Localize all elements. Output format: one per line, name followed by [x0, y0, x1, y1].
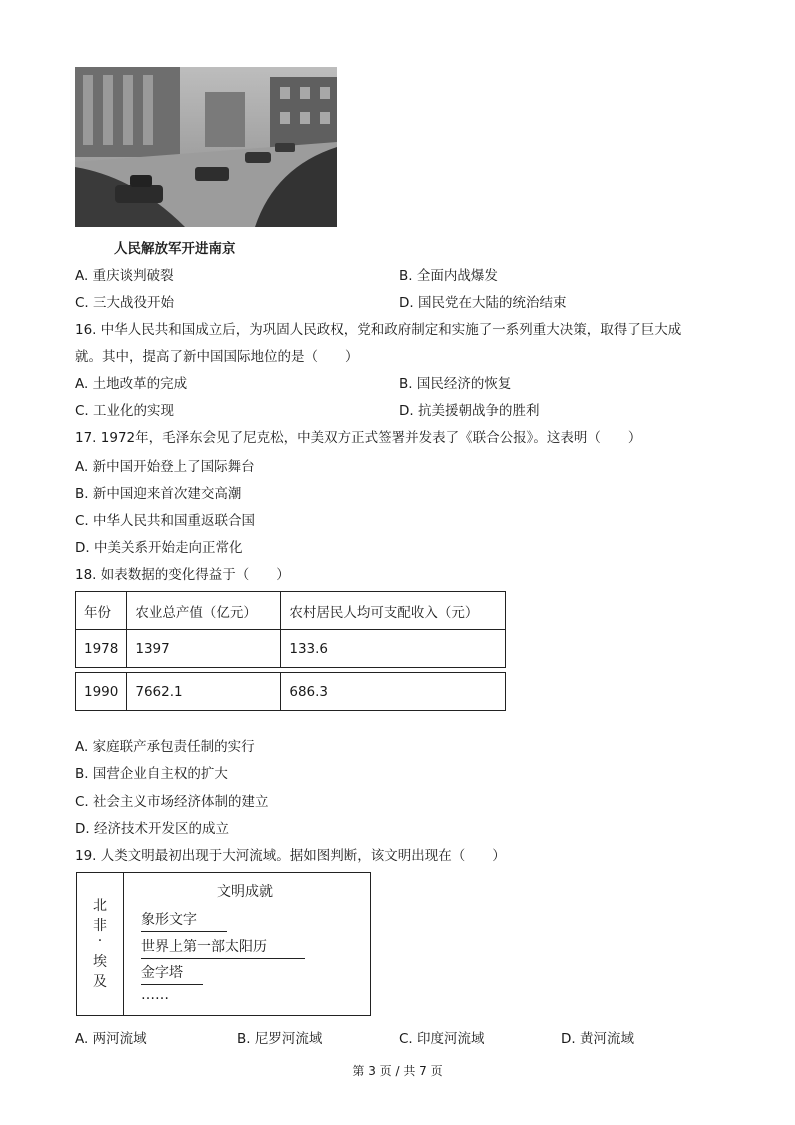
table-header-cell: 农业总产值（亿元） [127, 592, 281, 630]
q16-stem-line2: 就。其中，提高了新中国国际地位的是（ ） [75, 349, 359, 365]
q17-option-a[interactable]: A. 新中国开始登上了国际舞台 [75, 459, 255, 475]
region-column [77, 873, 124, 1015]
achievements-title: 文明成就 [217, 884, 273, 900]
table-cell: 1990 [76, 673, 127, 711]
q17-option-c[interactable]: C. 中华人民共和国重返联合国 [75, 513, 256, 529]
page-footer: 第 3 页 / 共 7 页 [352, 1064, 443, 1078]
q17-stem: 17. 1972年，毛泽东会见了尼克松，中美双方正式签署并发表了《联合公报》。这表明（ ） [75, 430, 642, 446]
table-cell: 686.3 [281, 673, 506, 711]
achievement-ellipsis: …… [141, 987, 169, 1003]
q18-table-bottom [75, 672, 506, 711]
q17-option-d[interactable]: D. 中美关系开始走向正常化 [75, 540, 243, 556]
region-char: · [97, 933, 103, 949]
q16-option-a[interactable]: A. 土地改革的完成 [75, 376, 188, 392]
q19-option-c[interactable]: C. 印度河流域 [399, 1031, 485, 1047]
q18-option-d[interactable]: D. 经济技术开发区的成立 [75, 821, 229, 837]
table-cell: 7662.1 [127, 673, 281, 711]
q18-table-top [75, 591, 506, 668]
table-row [76, 630, 506, 668]
region-char: 北 [93, 898, 107, 914]
q18-option-b[interactable]: B. 国营企业自主权的扩大 [75, 766, 228, 782]
table-header-row [76, 592, 506, 630]
q19-option-b[interactable]: B. 尼罗河流域 [237, 1031, 323, 1047]
table-cell: 1397 [127, 630, 281, 668]
q15-option-c[interactable]: C. 三大战役开始 [75, 295, 175, 311]
nanjing-photo [75, 67, 337, 227]
region-char: 埃 [93, 954, 107, 970]
q19-stem: 19. 人类文明最初出现于大河流域。据如图判断，该文明出现在（ ） [75, 848, 506, 864]
q15-option-a[interactable]: A. 重庆谈判破裂 [75, 268, 174, 284]
table-cell: 1978 [76, 630, 127, 668]
civilization-box [76, 872, 371, 1016]
achievement-item: 金字塔 [141, 962, 203, 985]
region-char: 非 [93, 918, 107, 934]
table-cell: 133.6 [281, 630, 506, 668]
q16-option-d[interactable]: D. 抗美援朝战争的胜利 [399, 403, 540, 419]
q18-option-a[interactable]: A. 家庭联产承包责任制的实行 [75, 739, 255, 755]
q17-option-b[interactable]: B. 新中国迎来首次建交高潮 [75, 486, 242, 502]
q15-option-b[interactable]: B. 全面内战爆发 [399, 268, 498, 284]
q19-option-d[interactable]: D. 黄河流域 [561, 1031, 634, 1047]
photo-caption: 人民解放军开进南京 [114, 241, 236, 257]
achievement-item: 世界上第一部太阳历 [141, 936, 305, 959]
table-row [76, 673, 506, 711]
table-header-cell: 农村居民人均可支配收入（元） [281, 592, 506, 630]
table-header-cell: 年份 [76, 592, 127, 630]
q18-stem: 18. 如表数据的变化得益于（ ） [75, 567, 290, 583]
q16-option-c[interactable]: C. 工业化的实现 [75, 403, 175, 419]
q15-option-d[interactable]: D. 国民党在大陆的统治结束 [399, 295, 567, 311]
q16-stem-line1: 16. 中华人民共和国成立后，为巩固人民政权，党和政府制定和实施了一系列重大决策，取得了巨大成 [75, 322, 682, 338]
q16-option-b[interactable]: B. 国民经济的恢复 [399, 376, 512, 392]
nanjing-photo-graphic [75, 67, 337, 227]
q19-option-a[interactable]: A. 两河流域 [75, 1031, 147, 1047]
achievement-item: 象形文字 [141, 909, 227, 932]
q18-option-c[interactable]: C. 社会主义市场经济体制的建立 [75, 794, 269, 810]
region-char: 及 [93, 974, 107, 990]
